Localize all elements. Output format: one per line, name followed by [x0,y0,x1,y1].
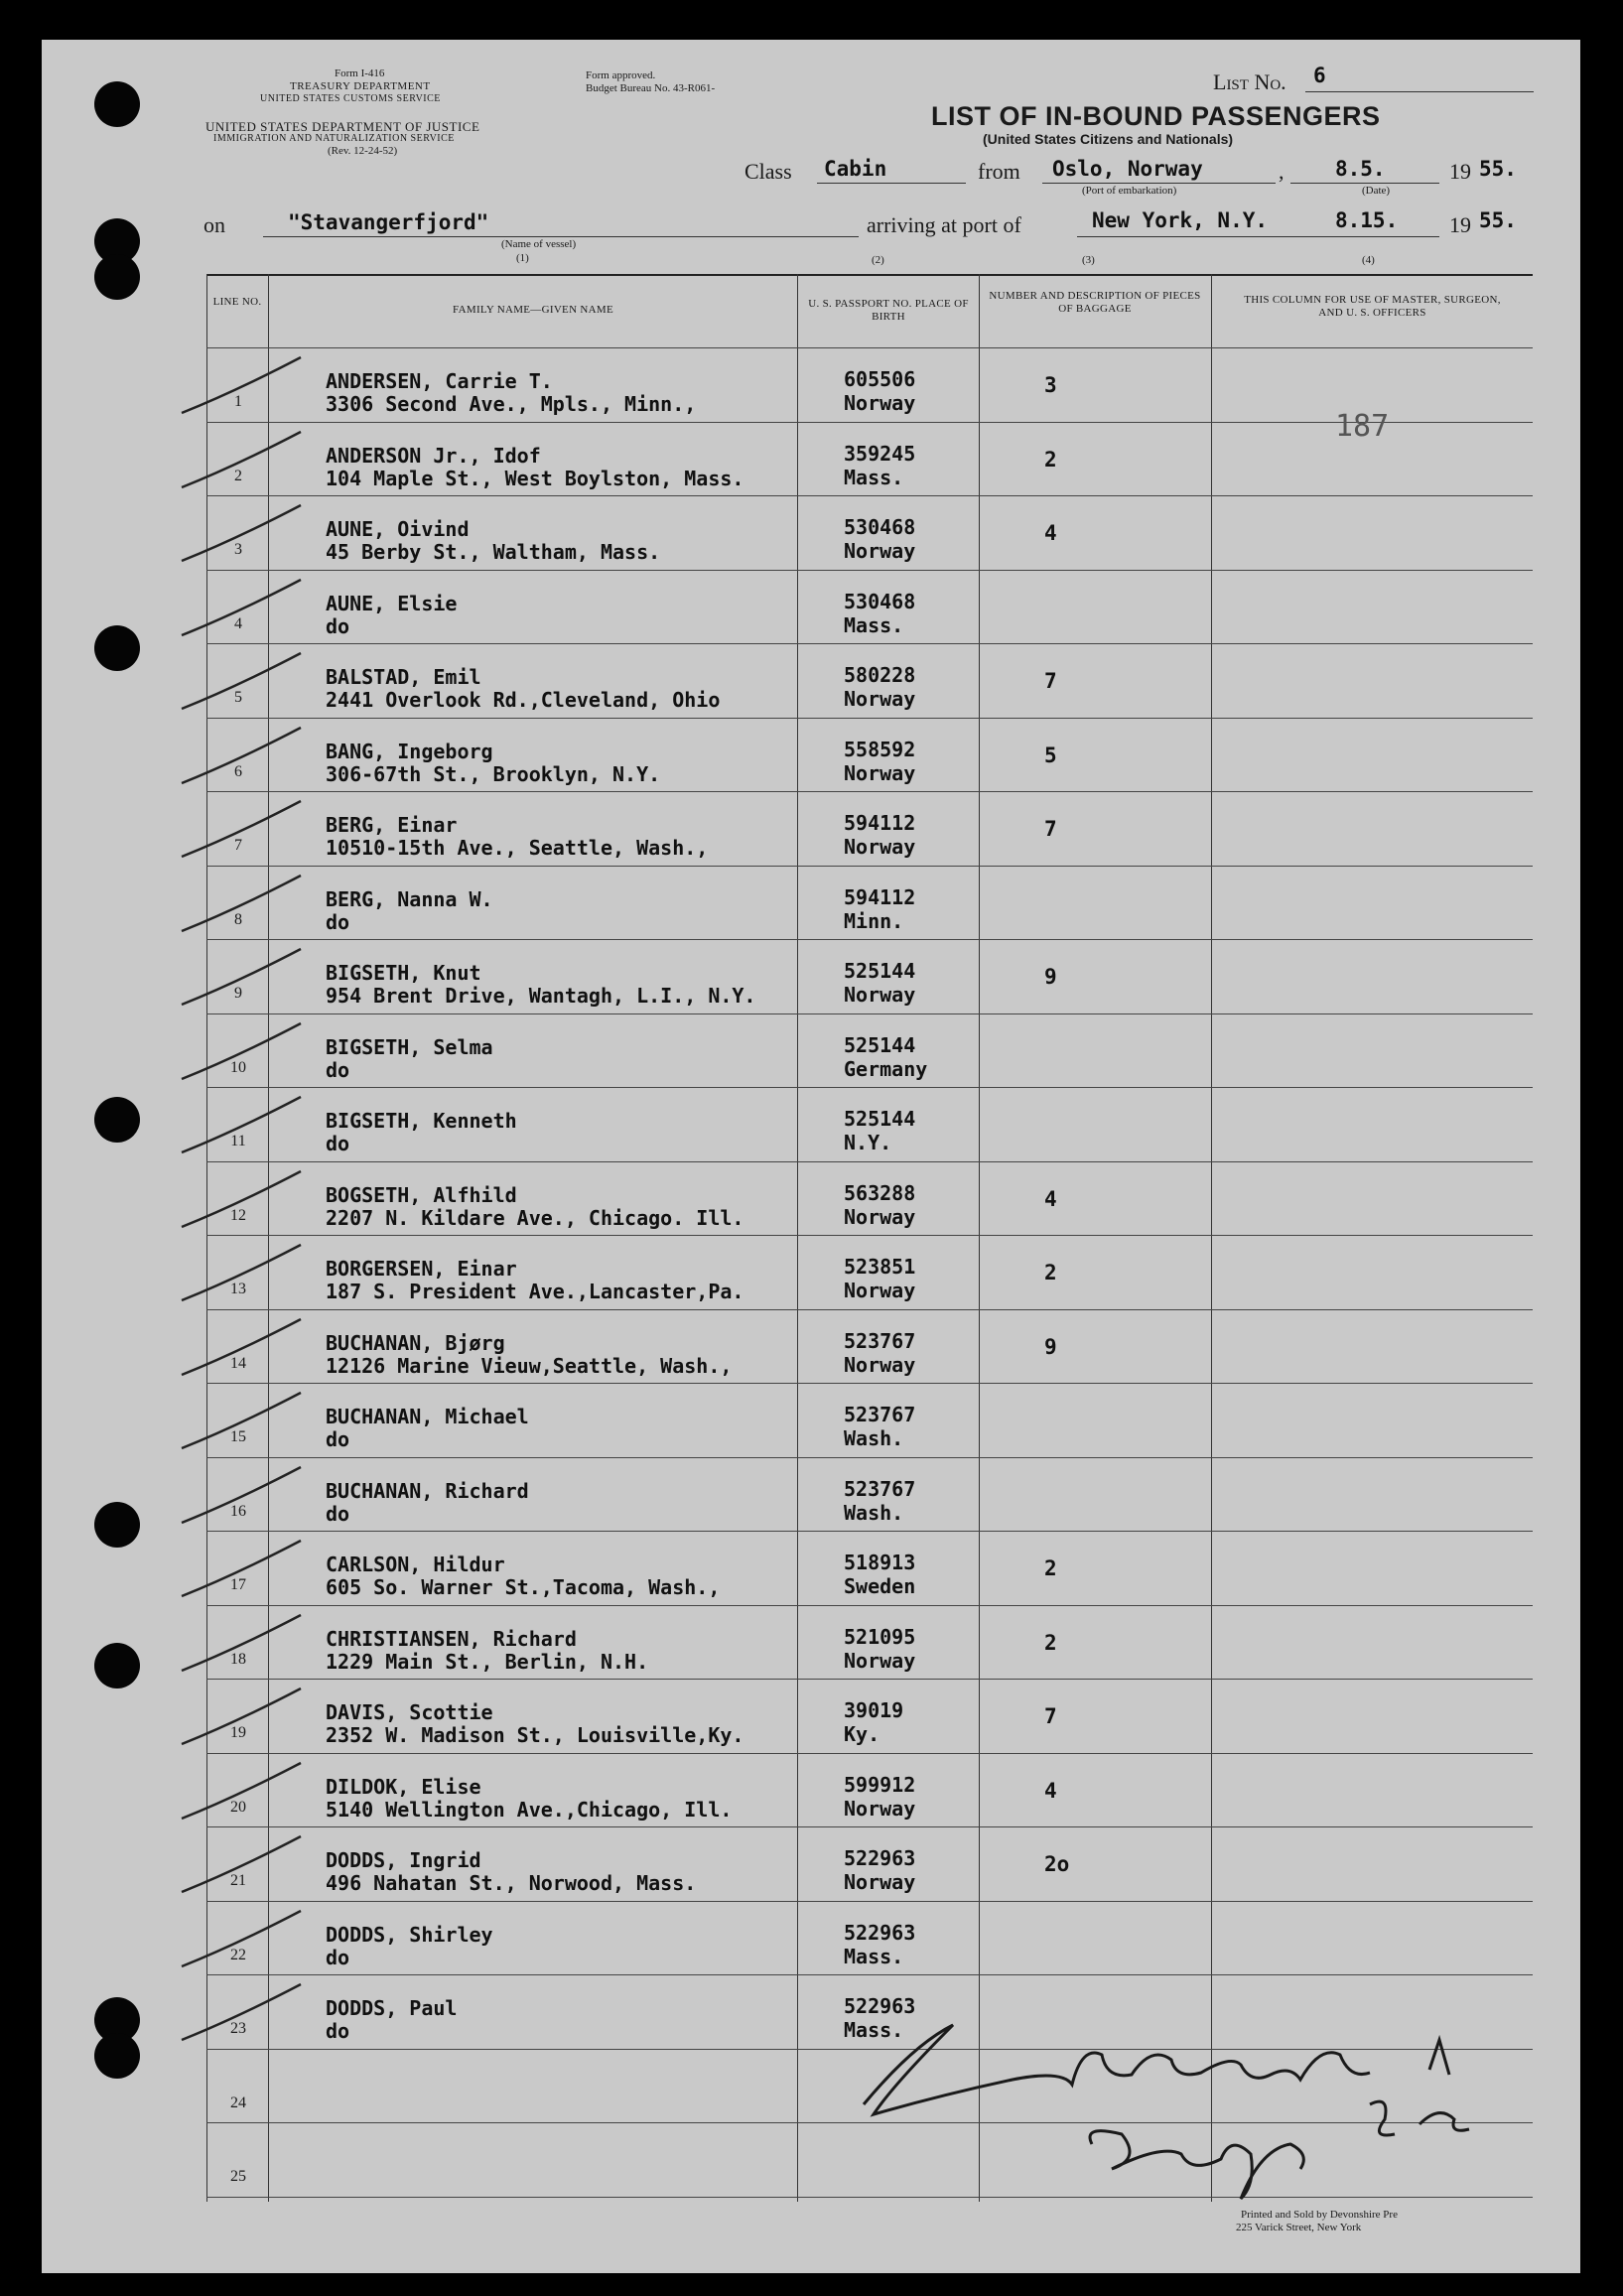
passenger-address: do [326,1501,350,1526]
row-line-number: 17 [230,1576,246,1593]
passenger-address: do [326,613,350,638]
date-underline [1290,183,1439,184]
passenger-name: DILDOK, Elise [326,1774,481,1799]
row-line-number: 11 [230,1133,246,1149]
binder-hole [94,1097,140,1143]
arrival-underline [1077,236,1439,237]
passport-number: 523851 [844,1255,916,1279]
row-line-number: 1 [234,393,242,410]
passport-number: 523767 [844,1403,916,1426]
passenger-address: 306-67th St., Brooklyn, N.Y. [326,761,661,786]
department-of-justice: UNITED STATES DEPARTMENT OF JUSTICE [205,119,480,134]
checkmark-icon [177,795,326,865]
vessel-caption: (Name of vessel) [501,238,577,250]
budget-bureau: Budget Bureau No. 43-R061- [586,82,716,94]
arrival-year: 55. [1479,208,1517,232]
checkmark-icon [177,1535,326,1604]
checkmark-icon [177,647,326,717]
from-label: from [978,159,1020,184]
header-passport: U. S. PASSPORT NO. PLACE OF BIRTH [808,298,969,323]
arrival-port: New York, N.Y. [1092,208,1269,232]
passport-number: 39019 [844,1698,904,1722]
passenger-name: BIGSETH, Selma [326,1034,493,1059]
row-divider [206,939,1533,940]
passport-number: 594112 [844,884,916,909]
checkmark-icon [177,1683,326,1752]
place-of-birth: Mass. [844,612,904,637]
row-line-number: 12 [230,1206,246,1224]
row-line-number: 5 [234,689,242,706]
baggage-count: 4 [1044,521,1057,545]
row-divider [206,866,1533,867]
passport-number: 530468 [844,515,916,539]
passenger-name: BUCHANAN, Michael [326,1405,529,1428]
header-family-name: FAMILY NAME—GIVEN NAME [453,304,613,316]
row-line-number: 15 [230,1428,246,1445]
passenger-name: CHRISTIANSEN, Richard [326,1626,577,1651]
passenger-name: BUCHANAN, Richard [326,1478,529,1503]
place-of-birth: Norway [844,835,916,859]
row-divider [206,570,1533,571]
page-subtitle: (United States Citizens and Nationals) [983,131,1234,147]
passenger-name: AUNE, Oivind [326,517,470,541]
row-line-number: 6 [234,762,242,780]
checkmark-icon [177,1461,326,1531]
passenger-address: do [326,2019,350,2043]
passenger-address: 496 Nahatan St., Norwood, Mass. [326,1871,697,1895]
baggage-count: 2 [1044,1556,1057,1580]
treasury-department: TREASURY DEPARTMENT [290,80,431,92]
baggage-count: 2 [1044,1630,1057,1655]
passenger-address: do [326,909,350,934]
passenger-address: 45 Berby St., Waltham, Mass. [326,540,661,564]
passport-number: 523767 [844,1476,916,1501]
checkmark-icon [177,1239,326,1308]
checkmark-icon [177,351,326,421]
checkmark-icon [177,1313,326,1383]
row-divider [206,422,1533,423]
port-embarkation-caption: (Port of embarkation) [1082,185,1177,197]
passport-number: 525144 [844,1107,916,1131]
row-line-number: 24 [230,2093,246,2111]
place-of-birth: Wash. [844,1426,904,1450]
page-title: LIST OF IN-BOUND PASSENGERS [931,101,1381,131]
place-of-birth: Norway [844,687,916,711]
arriving-label: arriving at port of [867,212,1021,237]
column-divider [979,274,980,2202]
passenger-name: ANDERSEN, Carrie T. [326,369,553,393]
passenger-name: DODDS, Ingrid [326,1848,481,1872]
passport-number: 359245 [844,441,916,466]
row-line-number: 23 [230,2020,246,2037]
row-line-number: 22 [230,1946,246,1963]
baggage-count: 7 [1044,817,1057,841]
header-officers: THIS COLUMN FOR USE OF MASTER, SURGEON, AND U. S. OFFICERS [1244,294,1501,319]
row-line-number: 19 [230,1724,246,1741]
place-of-birth: Wash. [844,1500,904,1525]
row-line-number: 21 [230,1872,246,1889]
checkmark-icon [177,1017,326,1087]
passenger-address: 12126 Marine Vieuw,Seattle, Wash., [326,1353,733,1378]
checkmark-icon [177,722,326,791]
passenger-address: 954 Brent Drive, Wantagh, L.I., N.Y. [326,984,756,1008]
row-divider [206,1679,1533,1680]
row-divider [206,1457,1533,1458]
passport-number: 605506 [844,367,916,391]
class-underline [817,183,966,184]
row-line-number: 16 [230,1502,246,1520]
place-of-birth: Norway [844,760,916,785]
header-divider [206,347,1533,348]
passport-number: 518913 [844,1551,916,1574]
passenger-name: BIGSETH, Kenneth [326,1109,517,1133]
binder-hole [94,254,140,300]
place-of-birth: Norway [844,1648,916,1673]
passenger-address: 2207 N. Kildare Ave., Chicago. Ill. [326,1205,744,1230]
row-divider [206,718,1533,719]
passenger-address: do [326,1945,350,1969]
passenger-name: BUCHANAN, Bjørg [326,1330,505,1355]
date-value: 8.5. [1335,157,1386,181]
place-of-birth: Mass. [844,465,904,489]
baggage-count: 9 [1044,1334,1057,1359]
immigration-service: IMMIGRATION AND NATURALIZATION SERVICE [213,133,455,144]
passport-number: 525144 [844,1032,916,1057]
list-number-label: List No. [1213,69,1286,94]
date-caption: (Date) [1362,185,1391,197]
form-number: Form I-416 [335,68,385,79]
passenger-name: AUNE, Elsie [326,591,458,615]
column-divider [797,274,798,2202]
form-revision: (Rev. 12-24-52) [328,145,398,157]
printer-line2: 225 Varick Street, New York [1236,2222,1362,2233]
baggage-count: 7 [1044,1704,1057,1728]
place-of-birth: Norway [844,1796,916,1821]
baggage-count: 2 [1044,1261,1057,1284]
row-line-number: 13 [230,1281,246,1297]
passport-number: 594112 [844,811,916,835]
from-underline [1042,183,1276,184]
place-of-birth: Norway [844,391,916,415]
row-line-number: 18 [230,1650,246,1668]
passport-number: 521095 [844,1624,916,1649]
row-line-number: 20 [230,1798,246,1816]
col4-caption: (4) [1362,254,1375,266]
row-divider [206,1901,1533,1902]
row-line-number: 8 [234,910,242,928]
baggage-count: 9 [1044,965,1057,989]
on-label: on [203,212,225,237]
row-divider [206,1235,1533,1236]
inspector-signature [834,1985,1529,2214]
row-line-number: 3 [234,541,242,558]
row-line-number: 25 [230,2168,246,2185]
class-value: Cabin [824,157,887,181]
passenger-name: BIGSETH, Knut [326,961,481,985]
passenger-address: do [326,1427,350,1451]
baggage-count: 5 [1044,743,1057,767]
officer-note: 187 [1335,409,1390,444]
place-of-birth: Mass. [844,2018,904,2042]
header-baggage: NUMBER AND DESCRIPTION OF PIECES OF BAGGAGE [989,290,1201,315]
row-line-number: 10 [230,1058,246,1076]
passport-number: 563288 [844,1180,916,1205]
checkmark-icon [177,426,326,495]
row-line-number: 2 [234,467,242,484]
passport-number: 522963 [844,1846,916,1870]
customs-service: UNITED STATES CUSTOMS SERVICE [260,93,441,104]
vessel-underline [263,236,859,237]
passenger-name: BORGERSEN, Einar [326,1257,517,1281]
passenger-address: 605 So. Warner St.,Tacoma, Wash., [326,1575,721,1599]
baggage-count: 4 [1044,1778,1057,1803]
passport-number: 525144 [844,959,916,983]
place-of-birth: Norway [844,1279,916,1302]
place-of-birth: Ky. [844,1722,880,1746]
checkmark-icon [177,1830,326,1900]
row-divider [206,1974,1533,1975]
checkmark-icon [177,1757,326,1826]
checkmark-icon [177,1978,326,2048]
arrival-year-prefix: 19 [1449,212,1471,237]
row-divider [206,1087,1533,1088]
passport-number: 580228 [844,663,916,687]
col2-caption: (2) [872,254,884,266]
vessel-value: "Stavangerfjord" [288,210,489,234]
checkmark-icon [177,943,326,1013]
arrival-date: 8.15. [1335,208,1399,232]
row-divider [206,1013,1533,1014]
checkmark-icon [177,1905,326,1974]
binder-hole [94,1643,140,1688]
passenger-name: ANDERSON Jr., Idof [326,443,541,468]
place-of-birth: N.Y. [844,1131,892,1154]
class-label: Class [744,159,792,184]
passenger-address: 3306 Second Ave., Mpls., Minn., [326,392,697,416]
passport-number: 523767 [844,1328,916,1353]
binder-hole [94,2033,140,2079]
passenger-name: DODDS, Shirley [326,1922,493,1947]
column-divider [1211,274,1212,2202]
passenger-address: 187 S. President Ave.,Lancaster,Pa. [326,1280,744,1303]
passenger-address: 1229 Main St., Berlin, N.H. [326,1649,649,1674]
from-value: Oslo, Norway [1052,157,1203,181]
passenger-name: BERG, Nanna W. [326,886,493,911]
baggage-count: 3 [1044,373,1057,397]
row-divider [206,1309,1533,1310]
row-divider [206,643,1533,644]
date-comma: , [1279,159,1285,184]
passenger-name: BERG, Einar [326,813,458,837]
form-approved: Form approved. [586,69,656,81]
checkmark-icon [177,499,326,569]
row-divider [206,1531,1533,1532]
checkmark-icon [177,574,326,643]
baggage-count: 7 [1044,669,1057,693]
passport-number: 558592 [844,737,916,761]
row-line-number: 9 [234,985,242,1002]
checkmark-icon [177,1165,326,1235]
checkmark-icon [177,1387,326,1456]
binder-hole [94,81,140,127]
passenger-address: do [326,1057,350,1082]
list-number-underline [1305,91,1534,92]
checkmark-icon [177,1091,326,1160]
passenger-name: BOGSETH, Alfhild [326,1182,517,1207]
place-of-birth: Mass. [844,1944,904,1968]
row-divider [206,1753,1533,1754]
row-line-number: 7 [234,837,242,854]
passenger-address: 104 Maple St., West Boylston, Mass. [326,466,744,490]
place-of-birth: Norway [844,539,916,563]
year-prefix: 19 [1449,159,1471,184]
passenger-name: DAVIS, Scottie [326,1700,493,1724]
row-divider [206,1383,1533,1384]
baggage-count: 2o [1044,1852,1070,1876]
passenger-name: BALSTAD, Emil [326,665,481,689]
checkmark-icon [177,1609,326,1679]
row-divider [206,1161,1533,1162]
col1-caption: (1) [516,252,529,264]
row-divider [206,1826,1533,1827]
baggage-count: 2 [1044,447,1057,472]
list-number-value: 6 [1313,64,1326,87]
place-of-birth: Norway [844,1352,916,1377]
binder-hole [94,625,140,671]
passenger-name: CARLSON, Hildur [326,1553,505,1576]
passport-number: 522963 [844,1994,916,2018]
passenger-address: do [326,1132,350,1155]
header-line-no: LINE NO. [212,296,262,308]
place-of-birth: Germany [844,1056,928,1081]
passenger-address: 2352 W. Madison St., Louisville,Ky. [326,1723,744,1747]
printer-line1: Printed and Sold by Devonshire Pre [1241,2209,1398,2221]
place-of-birth: Sweden [844,1574,916,1598]
baggage-count: 4 [1044,1186,1057,1211]
col3-caption: (3) [1082,254,1095,266]
place-of-birth: Norway [844,1870,916,1894]
passenger-address: 10510-15th Ave., Seattle, Wash., [326,836,709,860]
passport-number: 530468 [844,589,916,613]
place-of-birth: Minn. [844,908,904,933]
year-value: 55. [1479,157,1517,181]
binder-hole [94,1502,140,1548]
passport-number: 599912 [844,1772,916,1797]
place-of-birth: Norway [844,1204,916,1229]
passenger-address: 2441 Overlook Rd.,Cleveland, Ohio [326,688,721,712]
checkmark-icon [177,870,326,939]
passenger-name: BANG, Ingeborg [326,739,493,763]
row-line-number: 4 [234,614,242,632]
passport-number: 522963 [844,1920,916,1945]
row-divider [206,1605,1533,1606]
passenger-address: 5140 Wellington Ave.,Chicago, Ill. [326,1797,733,1822]
passenger-name: DODDS, Paul [326,1996,458,2020]
row-divider [206,791,1533,792]
row-line-number: 14 [230,1354,246,1372]
row-divider [206,495,1533,496]
place-of-birth: Norway [844,983,916,1007]
